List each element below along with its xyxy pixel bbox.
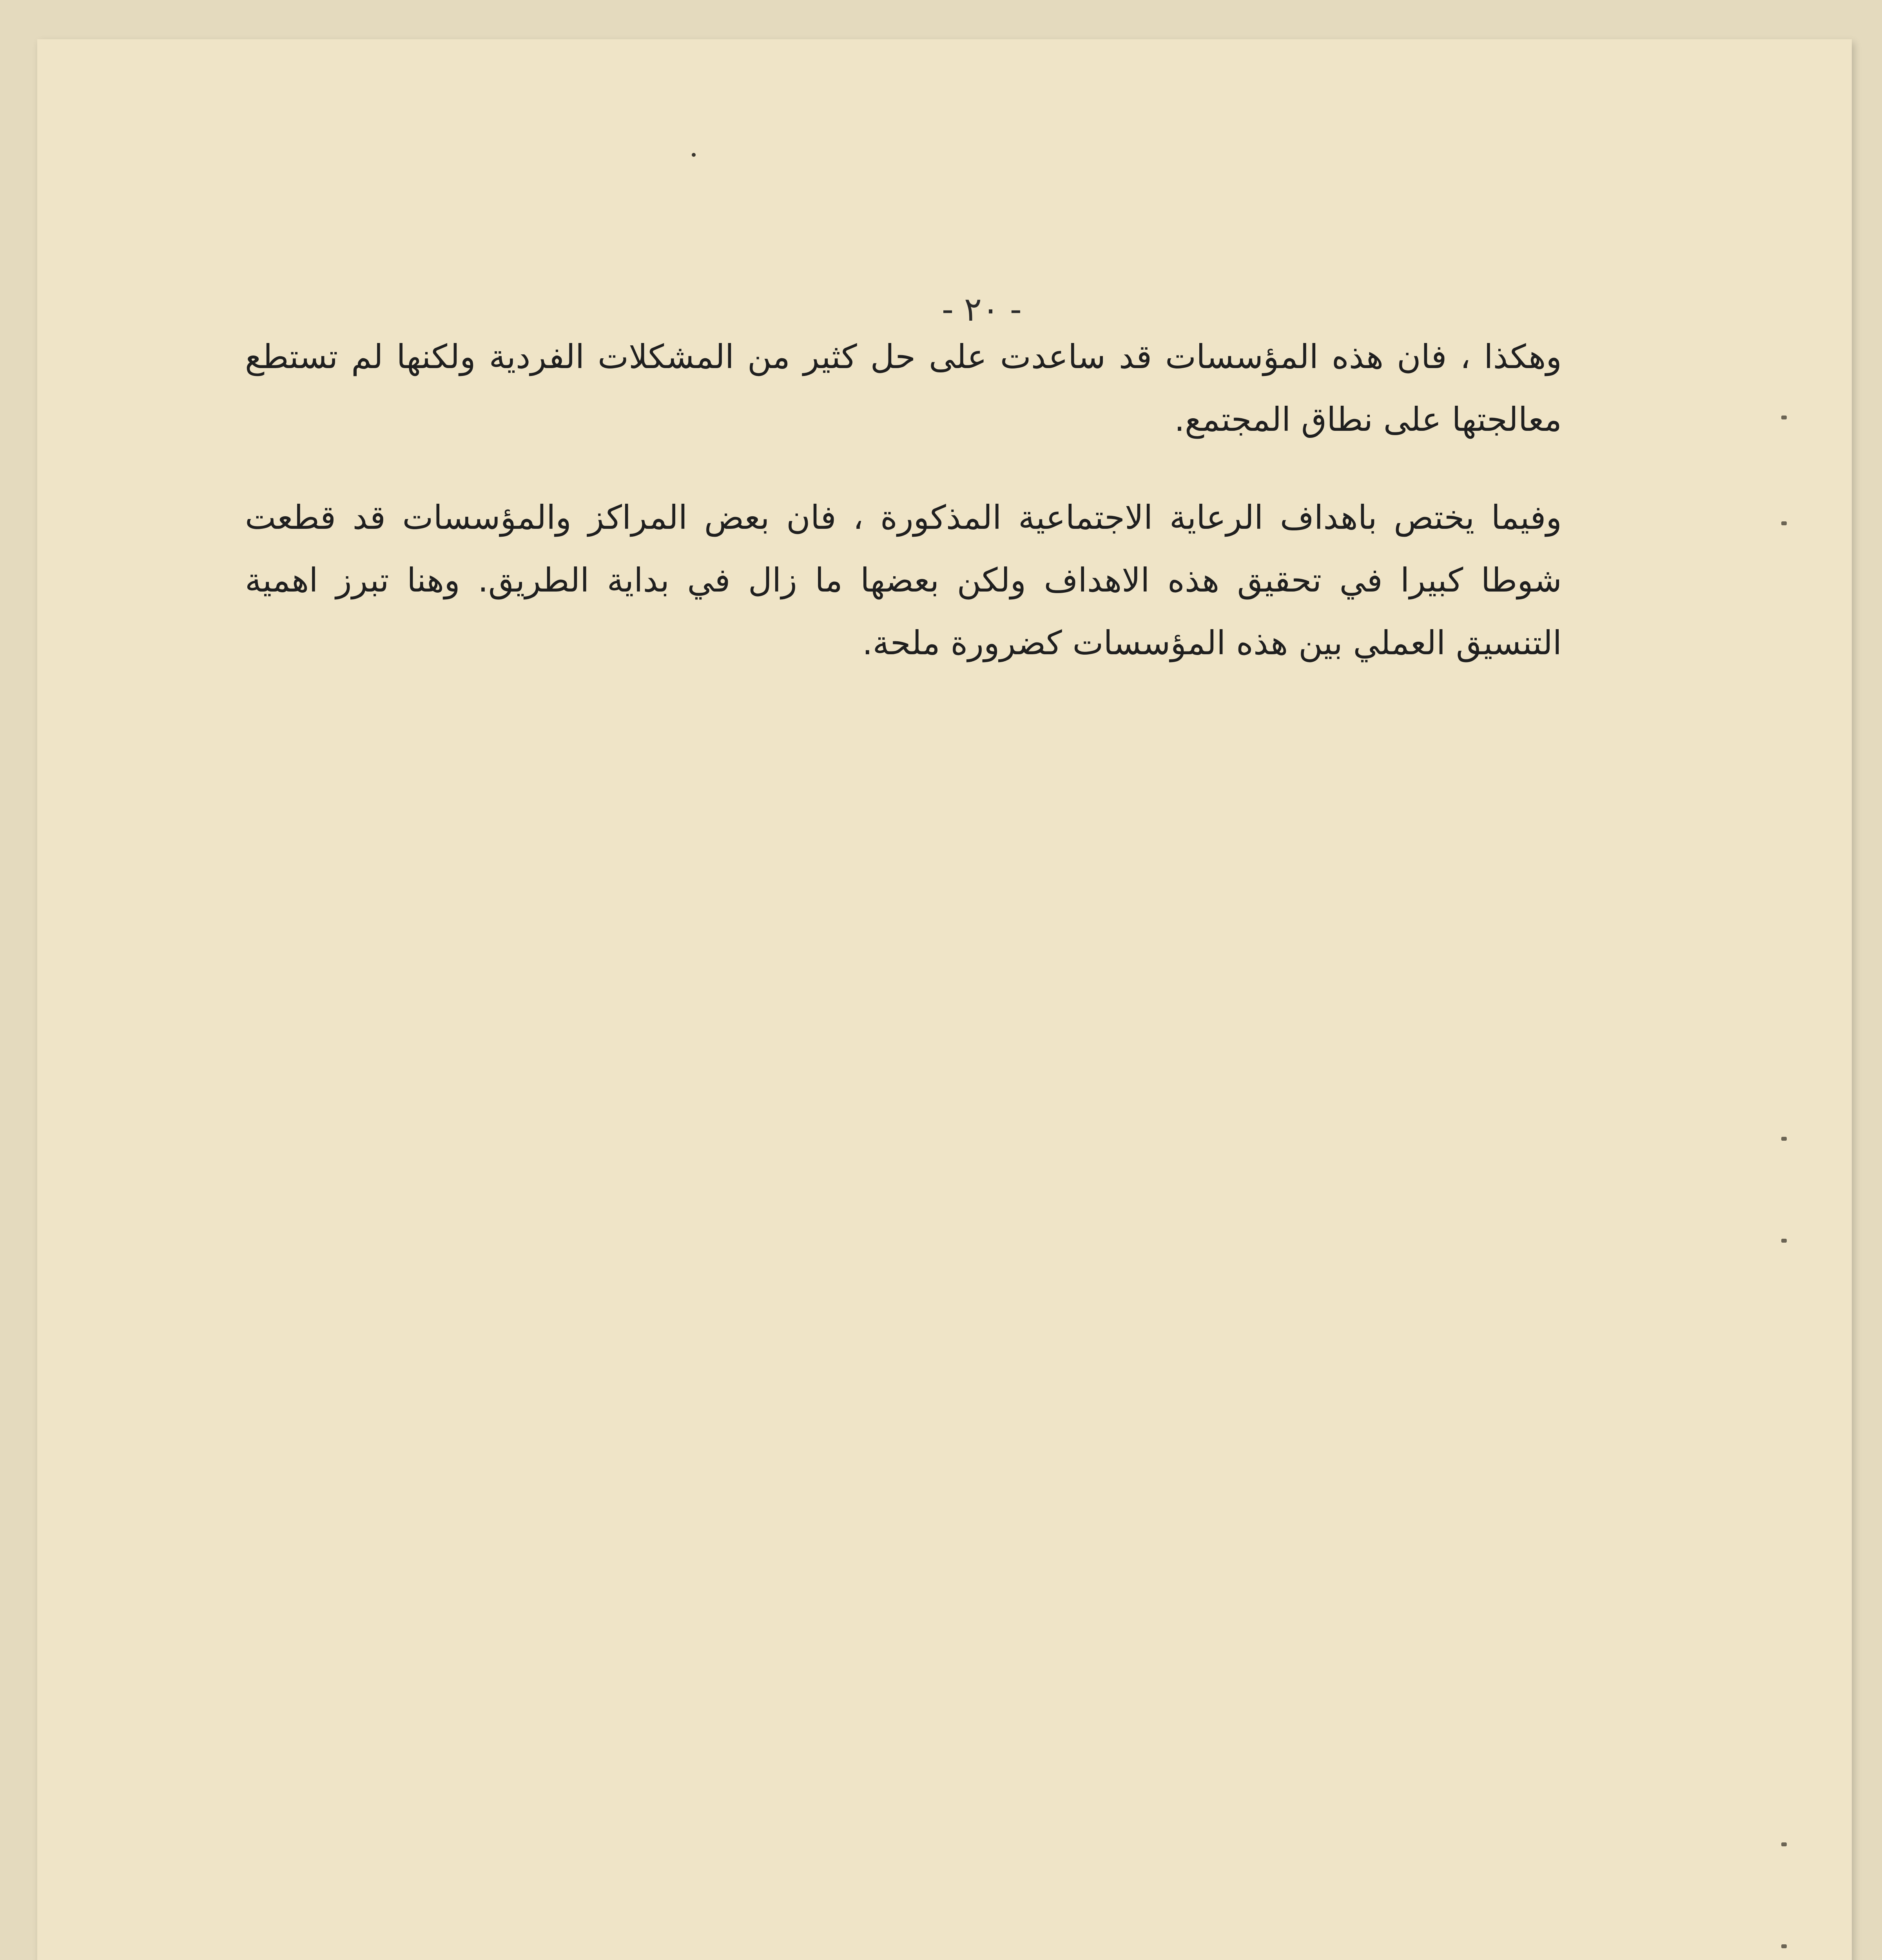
paper-edge-mark (1781, 1944, 1787, 1948)
paragraph-2: وفيما يختص باهداف الرعاية الاجتماعية المذكورة ، فان بعض المراكز والمؤسسات قد قطعت شوطا كبيرا في تحقيق هذه الاهداف ولكن بعضها ما زال في بداية الطريق. وهنا تبرز اهمية التنسيق العملي بين هذه المؤسسات كضرورة ملحة. (245, 498, 1562, 662)
paragraph-1: وهكذا ، فان هذه المؤسسات قد ساعدت على حل كثير من المشكلات الفردية ولكنها لم تستطع معالجتها على نطاق المجتمع. (245, 338, 1562, 439)
paper-edge-mark (1781, 1842, 1787, 1846)
paper-speck (692, 153, 696, 157)
document-page (37, 39, 1852, 1960)
paper-edge-mark (1781, 1239, 1787, 1243)
page-number: - ٢٠ - (941, 290, 1022, 328)
paper-edge-mark (1781, 1137, 1787, 1141)
paper-edge-mark (1781, 416, 1787, 419)
paper-edge-mark (1781, 521, 1787, 525)
